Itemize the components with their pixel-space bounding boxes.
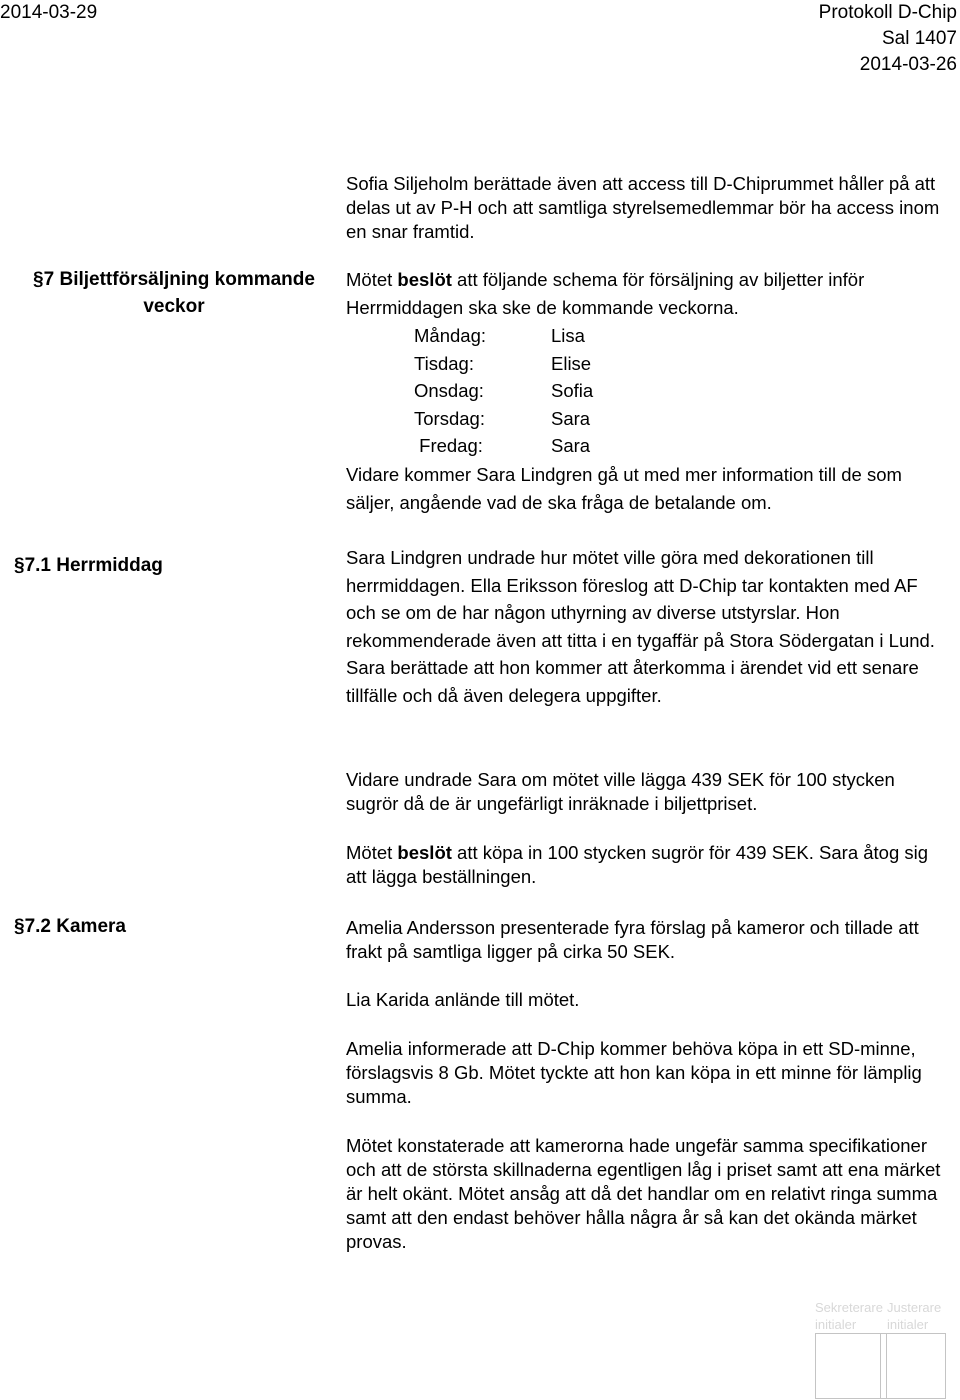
section-7-2-paragraph: Amelia Andersson presenterade fyra förslag på kameror och tillade att frakt på samtliga ligger på cirka 50 SEK. [346,917,919,962]
schedule-day: Onsdag: [414,380,484,401]
schedule-person: Sara [551,407,591,429]
section-7-followup: Vidare kommer Sara Lindgren gå ut med mer information till de som säljer, angående vad de ska fråga de betalande om. [346,464,902,513]
decision-keyword: beslöt [397,269,452,290]
section-title: 7 Biljettförsäljning kommande veckor [43,269,315,317]
secretary-initials-label: initialer [815,1317,857,1332]
section-sign: § [33,269,44,290]
decision-text: Mötet [346,269,398,290]
adjuster-label: Justerare [887,1300,942,1315]
schedule-person: Sara [551,435,591,456]
secretary-initials-box[interactable] [815,1333,887,1399]
section-7-1-decision [346,841,950,889]
schedule-row [414,405,593,433]
section-7-1-paragraph: Vidare undrade Sara om mötet ville lägga 439 SEK för 100 stycken sugrör då de är ungefärligt inräknade i biljettpriset. [346,769,895,814]
document-title: Protokoll D-Chip [818,2,957,23]
header-date: 2014-03-29 [0,2,98,23]
secretary-label: Sekreterare [815,1300,883,1315]
decision-text: att följande schema för försäljning av biljetter inför Herrmiddagen ska ske de kommande veckorna. [346,269,865,318]
section-heading-7-1 [14,552,163,579]
meeting-date: 2014-03-26 [859,54,957,75]
section-title: 7.2 Kamera [24,916,126,937]
section-heading-7-2 [14,913,126,940]
schedule-row [414,377,593,405]
schedule-person: Sofia [551,380,594,401]
section-7-2-paragraph: Amelia informerade att D-Chip kommer behöva köpa in ett SD-minne, förslagsvis 8 Gb. Mötet tyckte att hon kan köpa in ett minne för lämplig summa. [346,1038,922,1107]
section-7-2-paragraph: Lia Karida anlände till mötet. [346,989,580,1010]
section-heading-7 [14,266,334,320]
schedule-row [414,350,593,378]
decision-keyword: beslöt [397,842,452,863]
section-7-decision [346,266,950,321]
schedule-row [414,432,593,460]
section-sign: § [14,555,25,576]
schedule-row [414,322,593,350]
schedule-day: Fredag: [414,435,483,456]
schedule-day: Måndag: [414,325,486,346]
section-7-1-paragraph: Sara Lindgren undrade hur mötet ville göra med dekorationen till herrmiddagen. Ella Eriksson föreslog att D-Chip tar kontakten med AF och se om de har någon uthyrning av diverse utstyrslar. Hon rekommenderade även att titta i en tygaffär på Stora Södergatan i Lund. Sara berättade att hon kommer att återkomma i ärendet vid ett senare tillfälle och då även delegera uppgifter. [346,547,935,706]
schedule-person: Elise [551,352,592,374]
section-7-2-paragraph: Mötet konstaterade att kamerorna hade ungefär samma specifikationer och att de största skillnaderna egentligen låg i priset samt att ena märket är helt okänt. Mötet ansåg att då det handlar om en relativt ringa summa samt att den endast behöver hålla några år så kan det okända märket provas. [346,1135,941,1252]
schedule-day: Tisdag: [414,352,474,374]
schedule-day: Torsdag: [414,407,485,429]
adjuster-initials-label: initialer [887,1317,929,1332]
section-sign: § [14,916,25,937]
adjuster-initials-box[interactable] [880,1333,946,1399]
intro-paragraph: Sofia Siljeholm berättade även att access till D-Chiprummet håller på att delas ut av P-H och att samtliga styrelsemedlemmar bör ha access inom en snar framtid. [346,173,940,242]
meeting-room: Sal 1407 [881,28,957,49]
sales-schedule [414,322,593,460]
section-title: 7.1 Herrmiddag [24,555,163,576]
decision-text: att köpa in 100 stycken sugrör för 439 SEK. Sara åtog sig att lägga beställningen. [346,842,929,887]
schedule-person: Lisa [551,325,585,346]
decision-text: Mötet [346,842,398,863]
